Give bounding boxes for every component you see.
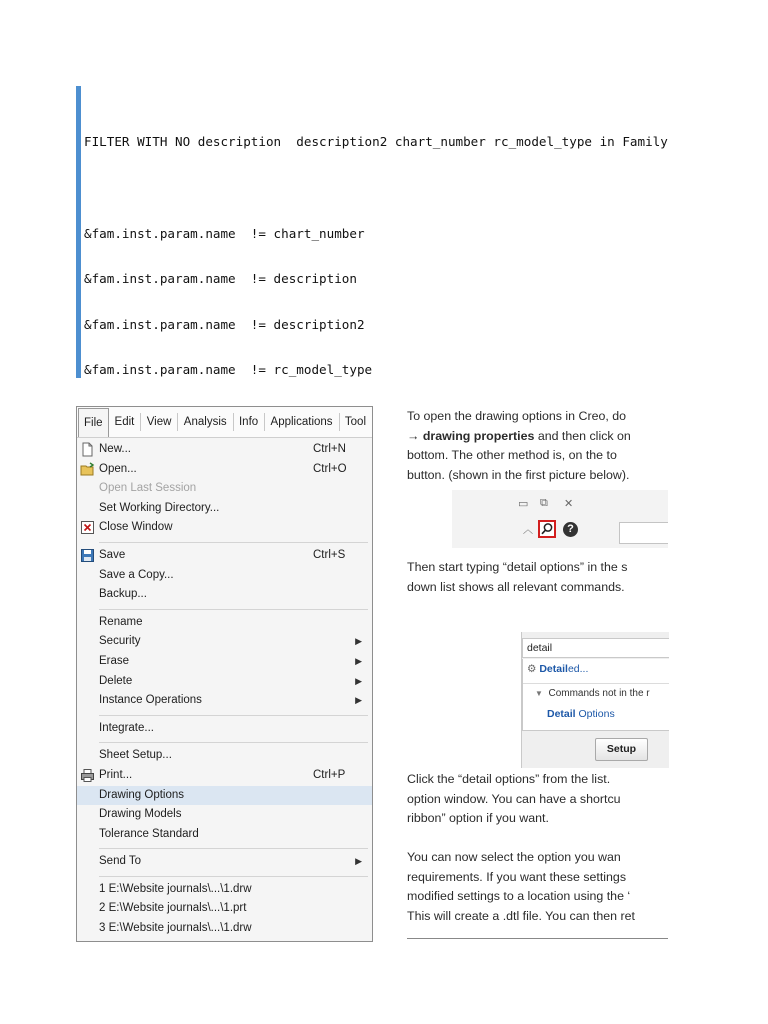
text-line: This will create a .dtl file. You can then ret <box>407 908 635 923</box>
save-disk-icon <box>80 548 95 563</box>
article-paragraph <box>407 558 668 597</box>
text-line: down list shows all relevant commands. <box>407 579 625 594</box>
text-run: and then click on <box>534 428 631 443</box>
submenu-arrow-icon: ▶ <box>355 856 362 867</box>
menu-item-tolerance-standard[interactable] <box>77 825 372 845</box>
code-line: &fam.inst.param.name != description <box>84 271 357 287</box>
text-line: To open the drawing options in Creo, do <box>407 409 627 423</box>
menu-analysis[interactable]: Analysis <box>183 416 227 428</box>
menu-info[interactable]: Info <box>238 416 259 428</box>
menu-item-label: Save <box>99 548 126 561</box>
submenu-arrow-icon: ▶ <box>355 636 362 647</box>
menu-item-set-working-directory[interactable] <box>77 499 372 519</box>
search-result-detailed[interactable] <box>527 663 588 675</box>
menu-item-open[interactable] <box>77 460 372 480</box>
text-line <box>407 427 668 447</box>
printer-icon <box>80 768 95 783</box>
text-line: option window. You can have a shortcu <box>407 791 621 806</box>
close-window-icon <box>80 520 95 535</box>
command-icon: ⚙ <box>527 663 537 675</box>
code-line: &fam.inst.param.name != chart_number <box>84 225 365 241</box>
menu-item-erase[interactable] <box>77 652 372 672</box>
collapse-triangle-icon: ▼ <box>535 689 543 698</box>
menu-item-delete[interactable] <box>77 672 372 692</box>
result-text: Options <box>575 708 615 720</box>
menu-item-rename[interactable] <box>77 613 372 633</box>
code-snippet <box>76 86 668 378</box>
command-search-input[interactable]: detail <box>522 638 669 658</box>
toolbar-search-field[interactable] <box>619 522 668 544</box>
menu-view[interactable]: View <box>146 416 172 428</box>
recent-file-item[interactable] <box>77 939 372 942</box>
recent-file-item[interactable] <box>77 899 372 919</box>
menu-tools[interactable]: Tool <box>344 416 367 428</box>
article-paragraph <box>407 848 668 926</box>
minimize-icon: ▭ <box>518 498 529 510</box>
text-line: bottom. The other method is, on the to <box>407 448 617 462</box>
menu-item-security[interactable] <box>77 632 372 652</box>
menu-item-label: Drawing Options <box>99 788 185 801</box>
text-line: ribbon” option if you want. <box>407 811 549 825</box>
menu-item-new[interactable] <box>77 440 372 460</box>
text-line: You can now select the option you wan <box>407 850 621 864</box>
menu-item-send-to[interactable] <box>77 852 372 872</box>
menu-item-print[interactable] <box>77 766 372 786</box>
menu-item-integrate[interactable] <box>77 719 372 739</box>
search-button[interactable] <box>538 520 556 538</box>
article-paragraph <box>407 407 668 485</box>
menu-item-label: Backup... <box>99 588 147 601</box>
menu-item-label: Sheet Setup... <box>99 749 172 762</box>
menu-item-label: Drawing Models <box>99 808 182 821</box>
menu-item-save[interactable] <box>77 546 372 566</box>
file-menu-items <box>77 438 372 942</box>
new-file-icon <box>80 442 95 457</box>
text-line: modified settings to a location using the ‘ <box>407 889 631 903</box>
code-line: &fam.inst.param.name != rc_model_type <box>84 362 373 378</box>
recent-file-label: 2 E:\Website journals\...\1.prt <box>99 902 247 915</box>
menu-item-drawing-options[interactable] <box>77 786 372 806</box>
menu-item-label: New... <box>99 443 131 455</box>
menu-item-drawing-models[interactable] <box>77 805 372 825</box>
code-text <box>84 104 668 378</box>
menu-shortcut: Ctrl+S <box>313 548 346 561</box>
menu-item-label: Open Last Session <box>99 482 197 495</box>
setup-button[interactable]: Setup <box>595 738 648 761</box>
search-icon <box>540 522 554 536</box>
menu-item-label: Instance Operations <box>99 694 202 707</box>
horizontal-rule <box>407 938 668 939</box>
menu-item-label: Save a Copy... <box>99 568 174 581</box>
search-result-detail-options[interactable] <box>547 708 615 720</box>
article-paragraph <box>407 770 668 829</box>
menu-item-backup[interactable] <box>77 585 372 605</box>
section-label: Commands not in the r <box>548 688 650 699</box>
text-line: button. (shown in the first picture below). <box>407 467 630 482</box>
submenu-arrow-icon: ▶ <box>355 695 362 706</box>
menu-item-label: Delete <box>99 674 133 687</box>
recent-file-item[interactable] <box>77 880 372 900</box>
text-line: requirements. If you want these settings <box>407 869 627 884</box>
match-text: Detail <box>547 708 576 720</box>
menu-item-label: Set Working Directory... <box>99 501 220 514</box>
recent-file-label: 3 E:\Website journals\...\1.drw <box>99 922 252 935</box>
text-line: Then start typing “detail options” in the s <box>407 560 628 574</box>
command-search-popup <box>521 632 669 768</box>
menu-item-open-last-session[interactable] <box>77 479 372 499</box>
recent-file-label: 1 E:\Website journals\...\1.drw <box>99 882 252 895</box>
menu-shortcut: Ctrl+N <box>313 443 346 455</box>
code-line: &fam.inst.param.name != description2 <box>84 316 365 332</box>
menu-item-instance-operations[interactable] <box>77 691 372 711</box>
search-results-list <box>522 659 669 731</box>
code-accent-bar <box>76 86 81 378</box>
results-section-header <box>535 688 650 699</box>
menu-item-save-a-copy[interactable] <box>77 566 372 586</box>
menu-item-label: Close Window <box>99 521 173 534</box>
menu-item-label: Security <box>99 635 141 648</box>
recent-file-item[interactable] <box>77 919 372 939</box>
text-line: Click the “detail options” from the list. <box>407 772 611 786</box>
menu-item-label: Send To <box>99 855 141 868</box>
close-icon: ✕ <box>564 498 574 510</box>
bold-phrase: → drawing properties <box>407 428 535 443</box>
file-menu-screenshot <box>76 406 373 942</box>
menu-item-label: Open... <box>99 462 137 475</box>
menu-item-close-window[interactable] <box>77 518 372 538</box>
code-line: FILTER WITH NO description description2 chart_number rc_model_type in Family <box>84 134 668 149</box>
match-text: Detail <box>539 663 568 675</box>
creo-toolbar-snippet <box>452 490 668 548</box>
menu-edit[interactable]: Edit <box>114 416 135 428</box>
menu-item-label: Integrate... <box>99 721 154 734</box>
menu-item-label: Erase <box>99 654 130 667</box>
open-folder-icon <box>80 462 95 477</box>
menu-item-label: Rename <box>99 615 143 628</box>
menu-item-label: Print... <box>99 768 133 781</box>
restore-icon: ⧉ <box>540 497 548 509</box>
menu-bar <box>77 407 372 438</box>
menu-item-sheet-setup[interactable] <box>77 746 372 766</box>
submenu-arrow-icon: ▶ <box>355 675 362 686</box>
menu-applications[interactable]: Applications <box>270 416 333 428</box>
menu-shortcut: Ctrl+P <box>313 768 346 781</box>
submenu-arrow-icon: ▶ <box>355 655 362 666</box>
result-text: ed... <box>567 663 589 675</box>
chevron-up-icon: ︿ <box>523 525 533 536</box>
menu-file[interactable]: File <box>78 408 109 437</box>
help-icon[interactable]: ? <box>563 522 578 537</box>
menu-item-label: Tolerance Standard <box>99 827 199 840</box>
menu-shortcut: Ctrl+O <box>313 462 347 475</box>
